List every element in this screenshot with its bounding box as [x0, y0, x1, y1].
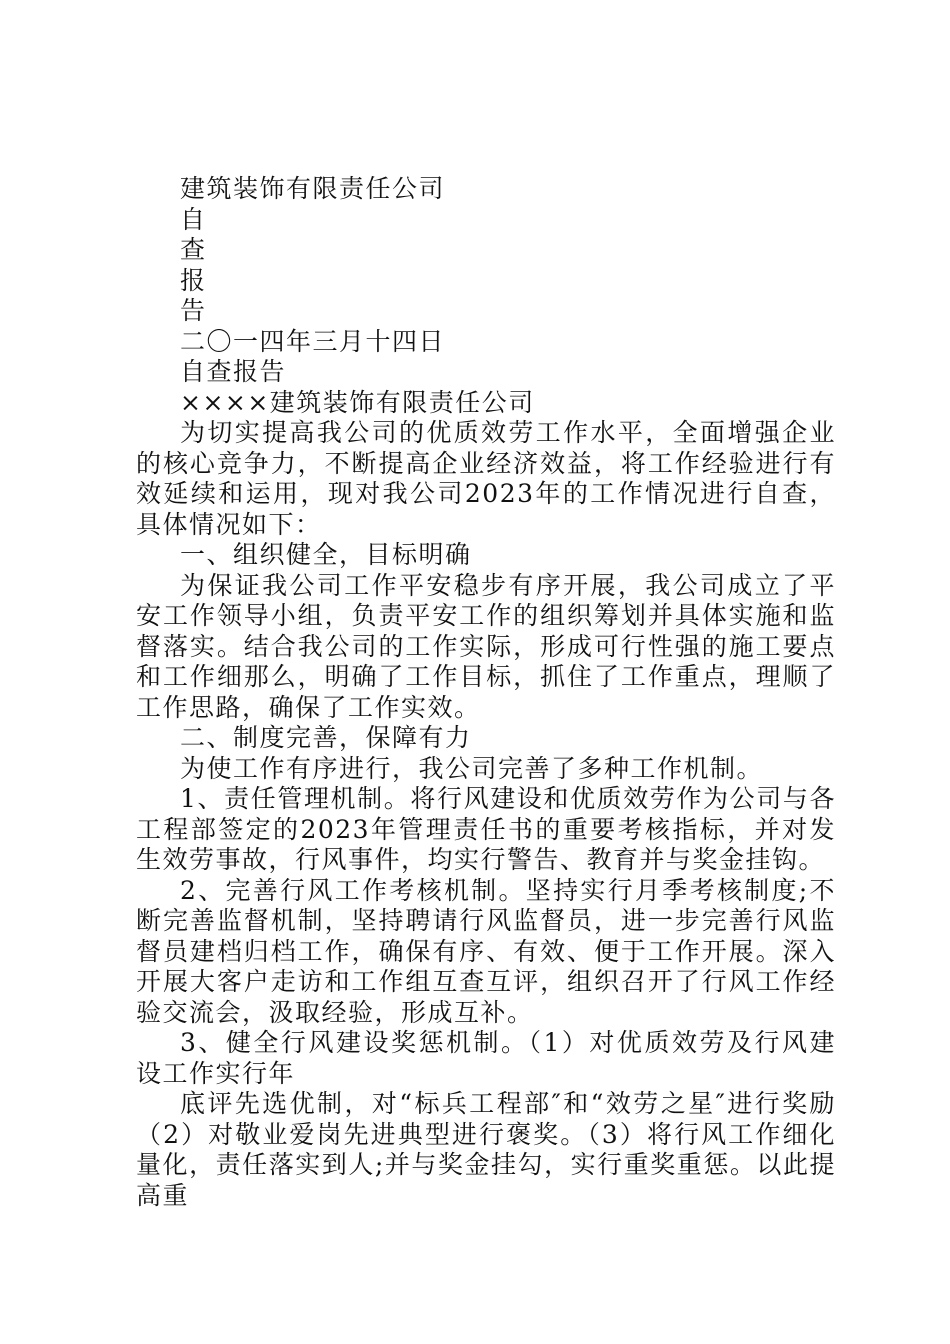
section-1-title: 一、组织健全，目标明确	[180, 540, 472, 569]
section-2-title: 二、制度完善，保障有力	[180, 723, 472, 752]
document-text	[136, 174, 836, 1211]
cover-title-char-3: 报	[180, 265, 207, 295]
item-3-paragraph: 3、健全行风建设奖惩机制。（1）对优质效劳及行风建设工作实行年	[136, 1028, 836, 1088]
cover-company: 建筑装饰有限责任公司	[180, 174, 446, 203]
section-2-intro: 为使工作有序进行，我公司完善了多种工作机制。	[180, 753, 764, 783]
report-heading: 自查报告	[180, 357, 287, 386]
cover-title-char-4: 告	[180, 296, 207, 325]
section-1-body: 为保证我公司工作平安稳步有序开展，我公司成立了平安工作领导小组，负责平安工作的组织筹划并具体实施和监督落实。结合我公司的工作实际，形成可行性强的施工要点和工作细那么，明确了工作目标，抓住了工作重点，理顺了工作思路，确保了工作实效。	[136, 570, 836, 722]
item-2-paragraph: 2、完善行风工作考核机制。坚持实行月季考核制度;不断完善监督机制，坚持聘请行风监督员，进一步完善行风监督员建档归档工作，确保有序、有效、便于工作开展。深入开展大客户走访和工作组互查互评，组织召开了行风工作经验交流会，汲取经验，形成互补。	[136, 875, 836, 1027]
report-company: ××××建筑装饰有限责任公司	[180, 387, 535, 417]
cover-title-char-1: 自	[180, 204, 207, 234]
item-3-continuation: 底评先选优制，对“标兵工程部″和“效劳之星″进行奖励（2）对敬业爱岗先进典型进行褒奖。（3）将行风工作细化量化，责任落实到人;并与奖金挂勾，实行重奖重惩。以此提高重	[136, 1089, 836, 1210]
cover-title-char-2: 查	[180, 235, 207, 264]
intro-paragraph: 为切实提高我公司的优质效劳工作水平，全面增强企业的核心竞争力，不断提高企业经济效益，将工作经验进行有效延续和运用，现对我公司2023年的工作情况进行自查，具体情况如下：	[136, 418, 836, 539]
item-1-paragraph: 1、责任管理机制。将行风建设和优质效劳作为公司与各工程部签定的2023年管理责任书的重要考核指标，并对发生效劳事故，行风事件，均实行警告、教育并与奖金挂钩。	[136, 784, 836, 874]
cover-date: 二〇一四年三月十四日	[180, 326, 446, 356]
